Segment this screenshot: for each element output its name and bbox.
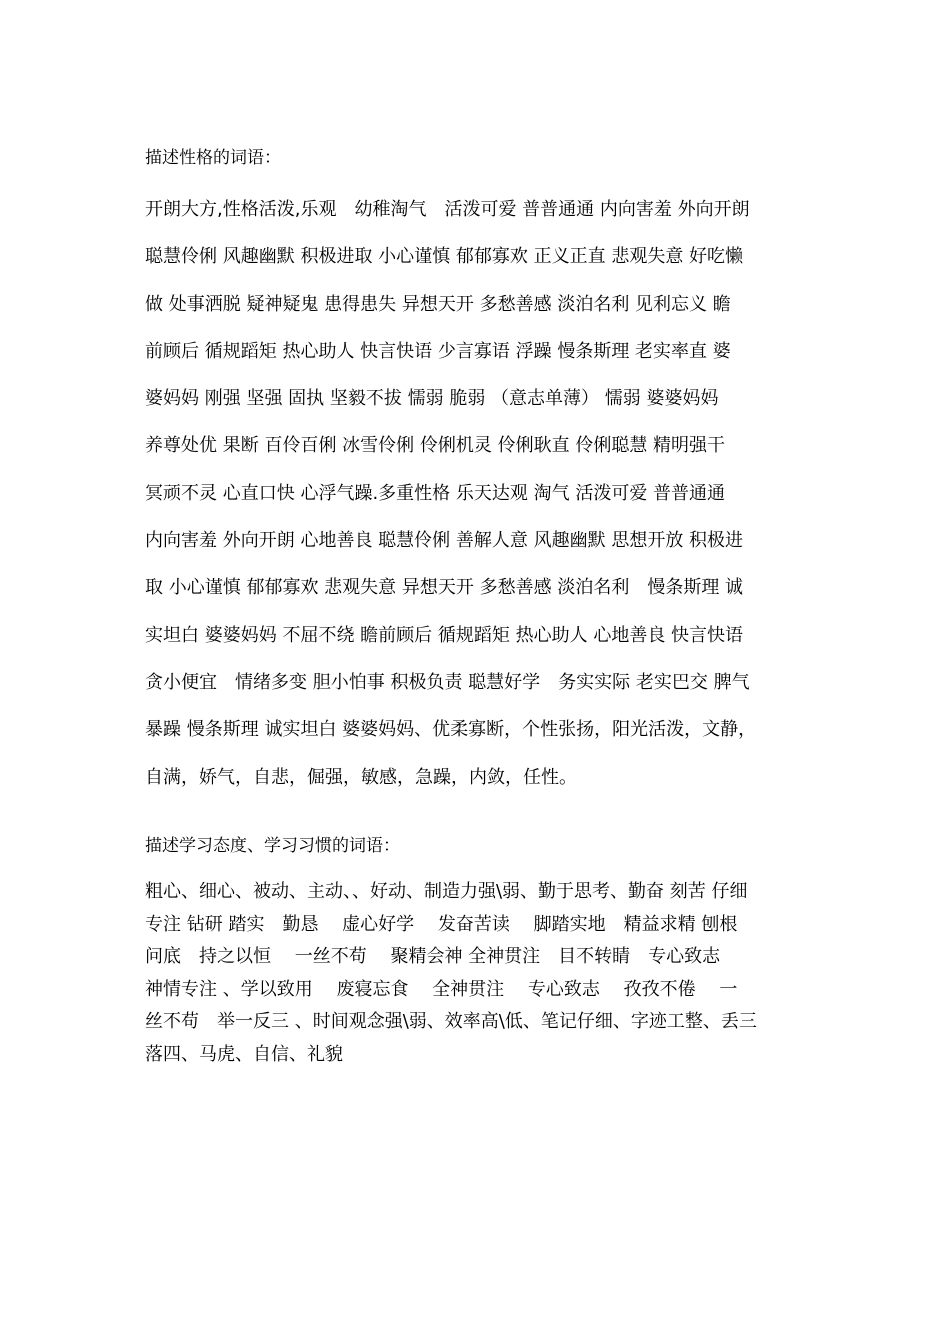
paragraph-line: 开朗大方,性格活泼,乐观 幼稚淘气 活泼可爱 普普通通 内向害羞 外向开朗: [145, 199, 750, 220]
paragraph-line: 取 小心谨慎 郁郁寡欢 悲观失意 异想天开 多愁善感 淡泊名利 慢条斯理 诚: [145, 577, 744, 599]
paragraph-line: 做 处事洒脱 疑神疑鬼 患得患失 异想天开 多愁善感 淡泊名利 见利忘义 瞻: [145, 293, 731, 315]
paragraph-line: 粗心、细心、被动、主动、、好动、制造力强\弱、勤于思考、勤奋 刻苦 仔细: [145, 881, 748, 902]
paragraph-line: 丝不苟 举一反三 、时间观念强\弱、效率高\低、笔记仔细、字迹工整、丢三: [145, 1011, 757, 1033]
paragraph-line: 聪慧伶俐 风趣幽默 积极进取 小心谨慎 郁郁寡欢 正义正直 悲观失意 好吃懒: [145, 246, 744, 268]
paragraph-line: 婆妈妈 刚强 坚强 固执 坚毅不拔 懦弱 脆弱 （意志单薄） 懦弱 婆婆妈妈: [145, 388, 719, 410]
paragraph-line: 落四、马虎、自信、礼貌: [145, 1043, 343, 1065]
paragraph-line: 贪小便宜 情绪多变 胆小怕事 积极负责 聪慧好学 务实实际 老实巴交 脾气: [145, 671, 750, 693]
paragraph-line: 实坦白 婆婆妈妈 不屈不绕 瞻前顾后 循规蹈矩 热心助人 心地善良 快言快语: [145, 624, 744, 646]
paragraph-line: 自满，娇气，自悲，倔强，敏感，急躁，内敛，任性。: [145, 766, 577, 788]
paragraph-line: 前顾后 循规蹈矩 热心助人 快言快语 少言寡语 浮躁 慢条斯理 老实率直 婆: [145, 340, 731, 362]
paragraph-line: 问底 持之以恒 一丝不苟 聚精会神 全神贯注 目不转睛 专心致志: [145, 946, 721, 968]
paragraph-line: 内向害羞 外向开朗 心地善良 聪慧伶俐 善解人意 风趣幽默 思想开放 积极进: [145, 530, 744, 552]
personality-words-paragraph: [145, 196, 756, 811]
paragraph-line: 专注 钻研 踏实 勤恳 虚心好学 发奋苦读 脚踏实地 精益求精 刨根: [145, 913, 738, 935]
section-heading-study-habits: 描述学习态度、学习习惯的词语：: [145, 836, 400, 856]
paragraph-line: 冥顽不灵 心直口快 心浮气躁.多重性格 乐天达观 淘气 活泼可爱 普普通通: [145, 482, 726, 504]
paragraph-line: 养尊处优 果断 百伶百俐 冰雪伶俐 伶俐机灵 伶俐耿直 伶俐聪慧 精明强干: [145, 435, 726, 457]
paragraph-line: 暴躁 慢条斯理 诚实坦白 婆婆妈妈、优柔寡断，个性张扬，阳光活泼，文静，: [145, 719, 757, 741]
section-heading-personality: 描述性格的词语：: [145, 148, 281, 168]
study-habits-words-paragraph: [145, 880, 757, 1076]
paragraph-line: 神情专注 、学以致用 废寝忘食 全神贯注 专心致志 孜孜不倦 一: [145, 978, 738, 1000]
